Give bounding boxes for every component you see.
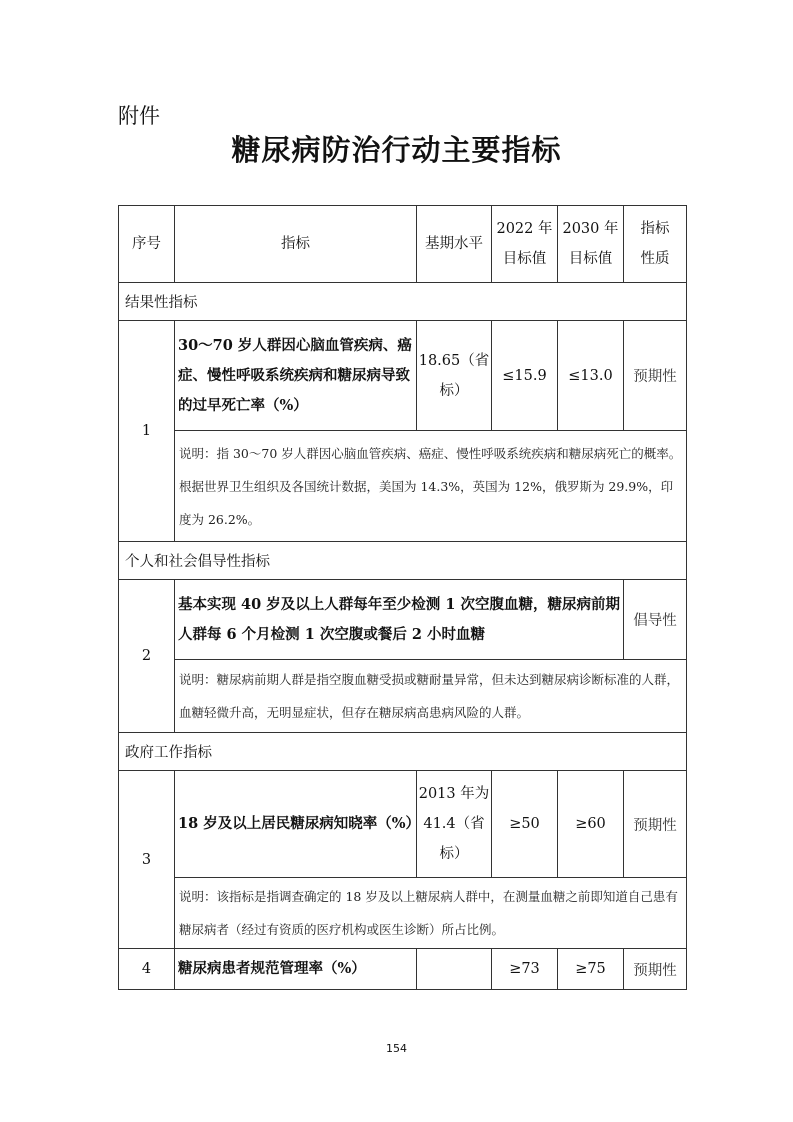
row1-indicator: 30～70 岁人群因心脑血管疾病、癌症、慢性呼吸系统疾病和糖尿病导致的过早死亡率（%） <box>175 321 417 431</box>
attachment-label: 附件 <box>118 104 160 128</box>
row3-indicator: 18 岁及以上居民糖尿病知晓率（%） <box>175 771 417 878</box>
header-target-2030-label: 目标值 <box>568 251 613 267</box>
row1-baseline: 18.65（省标） <box>417 321 492 431</box>
page-title: 糖尿病防治行动主要指标 <box>231 133 562 167</box>
row4-target-2030: ≥75 <box>558 949 624 990</box>
row3-baseline: 2013 年为 41.4（省标） <box>417 771 492 878</box>
row4-target-2022: ≥73 <box>492 949 558 990</box>
header-nature-line1: 指标 <box>640 221 670 237</box>
header-baseline: 基期水平 <box>417 206 492 283</box>
row2-indicator: 基本实现 40 岁及以上人群每年至少检测 1 次空腹血糖，糖尿病前期人群每 6 个月检测 1 次空腹或餐后 2 小时血糖 <box>175 580 624 660</box>
header-target-2022 <box>492 206 558 283</box>
row4-nature: 预期性 <box>624 949 687 990</box>
row3-nature: 预期性 <box>624 771 687 878</box>
table-row <box>119 949 687 990</box>
section-row-government <box>119 733 687 771</box>
header-target-2022-year: 2022 年 <box>496 221 553 237</box>
row4-baseline <box>417 949 492 990</box>
row4-seq: 4 <box>119 949 175 990</box>
table-row-note <box>119 431 687 542</box>
header-target-2030 <box>558 206 624 283</box>
row4-indicator: 糖尿病患者规范管理率（%） <box>175 949 417 990</box>
row3-target-2022: ≥50 <box>492 771 558 878</box>
row2-note: 说明：糖尿病前期人群是指空腹血糖受损或糖耐量异常，但未达到糖尿病诊断标准的人群，血糖轻微升高，无明显症状，但存在糖尿病高患病风险的人群。 <box>175 660 687 733</box>
row1-nature: 预期性 <box>624 321 687 431</box>
header-nature-line2: 性质 <box>640 251 670 267</box>
section-label-outcome: 结果性指标 <box>119 283 687 321</box>
table-header-row <box>119 206 687 283</box>
table-row <box>119 321 687 431</box>
section-row-advocacy <box>119 542 687 580</box>
row1-note: 说明：指 30～70 岁人群因心脑血管疾病、癌症、慢性呼吸系统疾病和糖尿病死亡的概率。根据世界卫生组织及各国统计数据，美国为 14.3%，英国为 12%，俄罗斯为 29.9%，印度为 26.2%。 <box>175 431 687 542</box>
row3-note: 说明：该指标是指调查确定的 18 岁及以上糖尿病人群中，在测量血糖之前即知道自己患有糖尿病者（经过有资质的医疗机构或医生诊断）所占比例。 <box>175 878 687 949</box>
indicator-table <box>118 205 687 990</box>
table-row <box>119 771 687 878</box>
row1-target-2022: ≤15.9 <box>492 321 558 431</box>
section-row-outcome <box>119 283 687 321</box>
header-indicator: 指标 <box>175 206 417 283</box>
table-row-note <box>119 660 687 733</box>
table-row <box>119 580 687 660</box>
header-target-2022-label: 目标值 <box>502 251 547 267</box>
row1-target-2030: ≤13.0 <box>558 321 624 431</box>
row3-seq: 3 <box>119 771 175 949</box>
section-label-advocacy: 个人和社会倡导性指标 <box>119 542 687 580</box>
section-label-government: 政府工作指标 <box>119 733 687 771</box>
row3-target-2030: ≥60 <box>558 771 624 878</box>
table-row-note <box>119 878 687 949</box>
row2-nature: 倡导性 <box>624 580 687 660</box>
row1-seq: 1 <box>119 321 175 542</box>
page-number: 154 <box>386 1042 407 1055</box>
header-target-2030-year: 2030 年 <box>562 221 619 237</box>
header-nature <box>624 206 687 283</box>
row2-seq: 2 <box>119 580 175 733</box>
header-seq: 序号 <box>119 206 175 283</box>
